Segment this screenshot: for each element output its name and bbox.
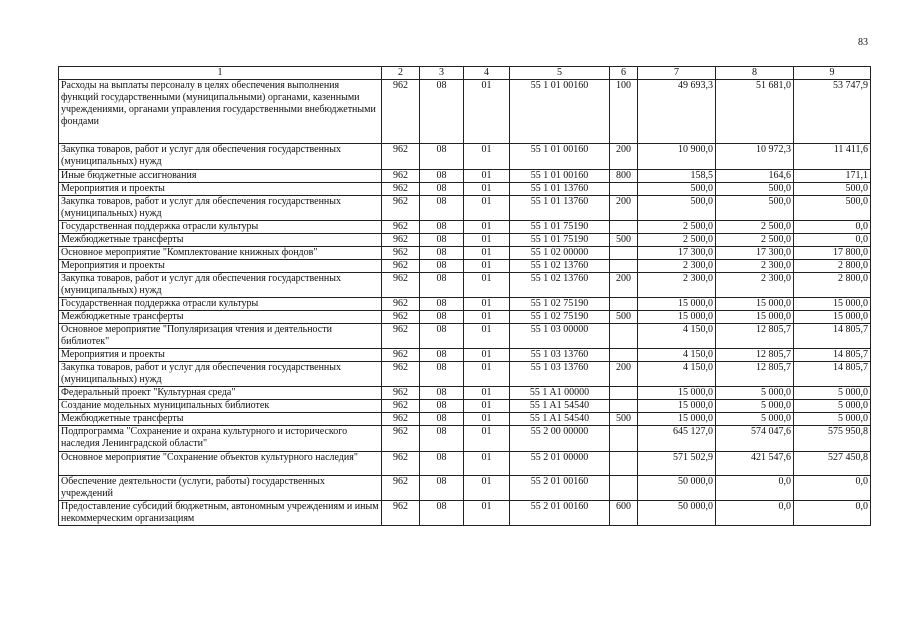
row-c9-cell: 575 950,8 [794, 426, 871, 452]
row-c2-cell: 962 [382, 387, 420, 400]
row-c5-cell: 55 1 02 13760 [510, 273, 610, 298]
row-c4-cell: 01 [464, 80, 510, 144]
row-c6-cell [610, 260, 638, 273]
row-c8-cell: 5 000,0 [716, 413, 794, 426]
row-c7-cell: 15 000,0 [638, 413, 716, 426]
row-c5-cell: 55 2 01 00000 [510, 452, 610, 476]
table-row [59, 452, 871, 476]
row-c6-cell [610, 298, 638, 311]
row-c5-cell: 55 1 02 75190 [510, 298, 610, 311]
row-name-cell: Иные бюджетные ассигнования [59, 170, 382, 183]
row-c4-cell: 01 [464, 260, 510, 273]
row-c7-cell: 500,0 [638, 183, 716, 196]
table-row [59, 183, 871, 196]
row-c3-cell: 08 [420, 311, 464, 324]
row-c4-cell: 01 [464, 387, 510, 400]
row-name-cell: Государственная поддержка отрасли культуры [59, 298, 382, 311]
row-c3-cell: 08 [420, 349, 464, 362]
row-c8-cell: 2 500,0 [716, 234, 794, 247]
row-c2-cell: 962 [382, 80, 420, 144]
row-name-cell: Государственная поддержка отрасли культуры [59, 221, 382, 234]
row-c3-cell: 08 [420, 170, 464, 183]
row-c9-cell: 17 800,0 [794, 247, 871, 260]
table-row [59, 362, 871, 387]
row-c2-cell: 962 [382, 362, 420, 387]
row-c4-cell: 01 [464, 501, 510, 526]
row-name-cell: Мероприятия и проекты [59, 349, 382, 362]
row-c2-cell: 962 [382, 298, 420, 311]
table-row [59, 247, 871, 260]
row-c2-cell: 962 [382, 501, 420, 526]
row-c4-cell: 01 [464, 476, 510, 501]
row-c7-cell: 4 150,0 [638, 362, 716, 387]
row-c6-cell [610, 426, 638, 452]
row-c5-cell: 55 2 01 00160 [510, 501, 610, 526]
row-c8-cell: 0,0 [716, 501, 794, 526]
budget-table [58, 66, 871, 526]
row-c5-cell: 55 1 02 13760 [510, 260, 610, 273]
row-c4-cell: 01 [464, 170, 510, 183]
row-c2-cell: 962 [382, 426, 420, 452]
row-c9-cell: 500,0 [794, 183, 871, 196]
table-row [59, 221, 871, 234]
row-c5-cell: 55 1 01 13760 [510, 196, 610, 221]
row-c7-cell: 645 127,0 [638, 426, 716, 452]
row-c8-cell: 500,0 [716, 183, 794, 196]
row-c5-cell: 55 1 02 00000 [510, 247, 610, 260]
table-row [59, 324, 871, 349]
row-c8-cell: 2 300,0 [716, 273, 794, 298]
row-c7-cell: 10 900,0 [638, 144, 716, 170]
row-c3-cell: 08 [420, 144, 464, 170]
row-c4-cell: 01 [464, 221, 510, 234]
row-c8-cell: 12 805,7 [716, 349, 794, 362]
column-header: 7 [638, 67, 716, 80]
row-c5-cell: 55 1 01 75190 [510, 221, 610, 234]
row-c7-cell: 4 150,0 [638, 324, 716, 349]
row-c4-cell: 01 [464, 144, 510, 170]
row-c9-cell: 0,0 [794, 476, 871, 501]
row-name-cell: Создание модельных муниципальных библиотек [59, 400, 382, 413]
row-c7-cell: 15 000,0 [638, 298, 716, 311]
row-c7-cell: 2 300,0 [638, 273, 716, 298]
row-c8-cell: 5 000,0 [716, 400, 794, 413]
row-name-cell: Основное мероприятие "Популяризация чтения и деятельности библиотек" [59, 324, 382, 349]
row-c4-cell: 01 [464, 311, 510, 324]
row-c9-cell: 500,0 [794, 196, 871, 221]
row-name-cell: Межбюджетные трансферты [59, 413, 382, 426]
row-c8-cell: 574 047,6 [716, 426, 794, 452]
row-c9-cell: 5 000,0 [794, 387, 871, 400]
row-c5-cell: 55 1 01 00160 [510, 170, 610, 183]
row-c3-cell: 08 [420, 260, 464, 273]
row-c2-cell: 962 [382, 324, 420, 349]
table-row [59, 196, 871, 221]
column-header: 1 [59, 67, 382, 80]
column-header: 5 [510, 67, 610, 80]
column-header: 2 [382, 67, 420, 80]
row-c9-cell: 0,0 [794, 234, 871, 247]
row-c9-cell: 2 800,0 [794, 273, 871, 298]
row-c6-cell: 100 [610, 80, 638, 144]
row-name-cell: Основное мероприятие "Сохранение объектов культурного наследия" [59, 452, 382, 476]
row-c7-cell: 571 502,9 [638, 452, 716, 476]
row-c4-cell: 01 [464, 196, 510, 221]
table-row [59, 170, 871, 183]
row-c3-cell: 08 [420, 387, 464, 400]
row-c5-cell: 55 1 A1 54540 [510, 413, 610, 426]
row-name-cell: Мероприятия и проекты [59, 260, 382, 273]
row-c7-cell: 50 000,0 [638, 501, 716, 526]
row-c6-cell: 200 [610, 273, 638, 298]
column-header: 8 [716, 67, 794, 80]
row-c6-cell: 500 [610, 234, 638, 247]
row-c8-cell: 2 300,0 [716, 260, 794, 273]
row-c7-cell: 2 500,0 [638, 221, 716, 234]
row-c6-cell [610, 183, 638, 196]
row-c7-cell: 50 000,0 [638, 476, 716, 501]
row-c6-cell [610, 221, 638, 234]
row-c6-cell [610, 400, 638, 413]
row-c9-cell: 14 805,7 [794, 349, 871, 362]
row-c2-cell: 962 [382, 273, 420, 298]
row-name-cell: Федеральный проект "Культурная среда" [59, 387, 382, 400]
row-c3-cell: 08 [420, 183, 464, 196]
row-c8-cell: 164,6 [716, 170, 794, 183]
row-c2-cell: 962 [382, 260, 420, 273]
row-c2-cell: 962 [382, 183, 420, 196]
row-c3-cell: 08 [420, 452, 464, 476]
row-name-cell: Межбюджетные трансферты [59, 311, 382, 324]
row-name-cell: Межбюджетные трансферты [59, 234, 382, 247]
row-c6-cell [610, 452, 638, 476]
row-name-cell: Расходы на выплаты персоналу в целях обеспечения выполнения функций государственными (муниципальными) органами, казенными учреждениями, органами управления государственными внебюджетными фондами [59, 80, 382, 144]
row-c4-cell: 01 [464, 362, 510, 387]
row-c7-cell: 15 000,0 [638, 387, 716, 400]
table-row [59, 349, 871, 362]
row-c9-cell: 171,1 [794, 170, 871, 183]
row-c4-cell: 01 [464, 234, 510, 247]
row-c9-cell: 5 000,0 [794, 400, 871, 413]
row-c8-cell: 10 972,3 [716, 144, 794, 170]
row-c4-cell: 01 [464, 183, 510, 196]
row-c6-cell [610, 324, 638, 349]
row-c7-cell: 2 500,0 [638, 234, 716, 247]
row-c4-cell: 01 [464, 413, 510, 426]
row-c6-cell: 600 [610, 501, 638, 526]
row-c5-cell: 55 1 03 13760 [510, 362, 610, 387]
row-c5-cell: 55 2 01 00160 [510, 476, 610, 501]
row-c8-cell: 51 681,0 [716, 80, 794, 144]
row-c3-cell: 08 [420, 501, 464, 526]
column-header: 4 [464, 67, 510, 80]
table-row [59, 311, 871, 324]
row-c5-cell: 55 1 01 00160 [510, 80, 610, 144]
row-c3-cell: 08 [420, 196, 464, 221]
row-c8-cell: 12 805,7 [716, 324, 794, 349]
row-c9-cell: 11 411,6 [794, 144, 871, 170]
row-c9-cell: 0,0 [794, 501, 871, 526]
row-name-cell: Обеспечение деятельности (услуги, работы) государственных учреждений [59, 476, 382, 501]
row-c7-cell: 17 300,0 [638, 247, 716, 260]
table-row [59, 387, 871, 400]
row-c6-cell [610, 247, 638, 260]
row-c4-cell: 01 [464, 273, 510, 298]
table-row [59, 273, 871, 298]
row-c6-cell: 800 [610, 170, 638, 183]
row-c9-cell: 14 805,7 [794, 362, 871, 387]
row-c8-cell: 15 000,0 [716, 298, 794, 311]
row-name-cell: Закупка товаров, работ и услуг для обеспечения государственных (муниципальных) нужд [59, 362, 382, 387]
row-c5-cell: 55 1 01 75190 [510, 234, 610, 247]
row-c5-cell: 55 2 00 00000 [510, 426, 610, 452]
table-row [59, 144, 871, 170]
row-c9-cell: 527 450,8 [794, 452, 871, 476]
row-c3-cell: 08 [420, 476, 464, 501]
row-c6-cell: 200 [610, 144, 638, 170]
row-c5-cell: 55 1 02 75190 [510, 311, 610, 324]
row-c3-cell: 08 [420, 413, 464, 426]
row-c2-cell: 962 [382, 247, 420, 260]
row-c2-cell: 962 [382, 170, 420, 183]
row-name-cell: Мероприятия и проекты [59, 183, 382, 196]
row-c7-cell: 2 300,0 [638, 260, 716, 273]
page-number: 83 [858, 37, 868, 48]
row-c7-cell: 49 693,3 [638, 80, 716, 144]
row-c3-cell: 08 [420, 221, 464, 234]
row-c6-cell: 200 [610, 362, 638, 387]
table-row [59, 298, 871, 311]
table-row [59, 234, 871, 247]
row-c4-cell: 01 [464, 452, 510, 476]
row-c2-cell: 962 [382, 413, 420, 426]
row-c6-cell: 500 [610, 413, 638, 426]
row-c7-cell: 15 000,0 [638, 311, 716, 324]
row-name-cell: Закупка товаров, работ и услуг для обеспечения государственных (муниципальных) нужд [59, 196, 382, 221]
row-c4-cell: 01 [464, 247, 510, 260]
row-c8-cell: 17 300,0 [716, 247, 794, 260]
row-c7-cell: 15 000,0 [638, 400, 716, 413]
table-row [59, 501, 871, 526]
row-c2-cell: 962 [382, 476, 420, 501]
header-row [59, 67, 871, 80]
row-c4-cell: 01 [464, 298, 510, 311]
row-c8-cell: 15 000,0 [716, 311, 794, 324]
row-c9-cell: 5 000,0 [794, 413, 871, 426]
row-c3-cell: 08 [420, 362, 464, 387]
row-c5-cell: 55 1 03 00000 [510, 324, 610, 349]
table-row [59, 413, 871, 426]
row-c5-cell: 55 1 A1 54540 [510, 400, 610, 413]
row-c3-cell: 08 [420, 298, 464, 311]
row-c5-cell: 55 1 01 00160 [510, 144, 610, 170]
row-c8-cell: 421 547,6 [716, 452, 794, 476]
row-c5-cell: 55 1 03 13760 [510, 349, 610, 362]
row-c2-cell: 962 [382, 452, 420, 476]
row-c2-cell: 962 [382, 311, 420, 324]
row-name-cell: Закупка товаров, работ и услуг для обеспечения государственных (муниципальных) нужд [59, 273, 382, 298]
row-c5-cell: 55 1 01 13760 [510, 183, 610, 196]
row-name-cell: Предоставление субсидий бюджетным, автономным учреждениям и иным некоммерческим организациям [59, 501, 382, 526]
row-c8-cell: 500,0 [716, 196, 794, 221]
row-c2-cell: 962 [382, 144, 420, 170]
row-c8-cell: 12 805,7 [716, 362, 794, 387]
row-c6-cell [610, 349, 638, 362]
row-c3-cell: 08 [420, 426, 464, 452]
row-c9-cell: 15 000,0 [794, 298, 871, 311]
row-c6-cell [610, 476, 638, 501]
row-c4-cell: 01 [464, 400, 510, 413]
row-c3-cell: 08 [420, 247, 464, 260]
row-c2-cell: 962 [382, 349, 420, 362]
row-c6-cell [610, 387, 638, 400]
row-c4-cell: 01 [464, 349, 510, 362]
column-header: 3 [420, 67, 464, 80]
row-name-cell: Основное мероприятие "Комплектование книжных фондов" [59, 247, 382, 260]
row-c9-cell: 53 747,9 [794, 80, 871, 144]
row-c6-cell: 200 [610, 196, 638, 221]
row-c2-cell: 962 [382, 221, 420, 234]
table-row [59, 80, 871, 144]
row-c9-cell: 2 800,0 [794, 260, 871, 273]
column-header: 9 [794, 67, 871, 80]
column-header: 6 [610, 67, 638, 80]
row-c2-cell: 962 [382, 234, 420, 247]
row-c7-cell: 158,5 [638, 170, 716, 183]
row-c8-cell: 5 000,0 [716, 387, 794, 400]
row-c9-cell: 0,0 [794, 221, 871, 234]
row-c2-cell: 962 [382, 196, 420, 221]
row-c9-cell: 14 805,7 [794, 324, 871, 349]
row-c6-cell: 500 [610, 311, 638, 324]
row-c3-cell: 08 [420, 324, 464, 349]
row-c8-cell: 0,0 [716, 476, 794, 501]
row-name-cell: Подпрограмма "Сохранение и охрана культурного и исторического наследия Ленинградской области" [59, 426, 382, 452]
row-c5-cell: 55 1 A1 00000 [510, 387, 610, 400]
table-row [59, 260, 871, 273]
row-c3-cell: 08 [420, 80, 464, 144]
row-c7-cell: 4 150,0 [638, 349, 716, 362]
row-name-cell: Закупка товаров, работ и услуг для обеспечения государственных (муниципальных) нужд [59, 144, 382, 170]
row-c3-cell: 08 [420, 400, 464, 413]
row-c8-cell: 2 500,0 [716, 221, 794, 234]
table-row [59, 476, 871, 501]
row-c7-cell: 500,0 [638, 196, 716, 221]
row-c3-cell: 08 [420, 273, 464, 298]
row-c4-cell: 01 [464, 324, 510, 349]
row-c3-cell: 08 [420, 234, 464, 247]
row-c2-cell: 962 [382, 400, 420, 413]
row-c9-cell: 15 000,0 [794, 311, 871, 324]
row-c4-cell: 01 [464, 426, 510, 452]
table-row [59, 426, 871, 452]
table-row [59, 400, 871, 413]
